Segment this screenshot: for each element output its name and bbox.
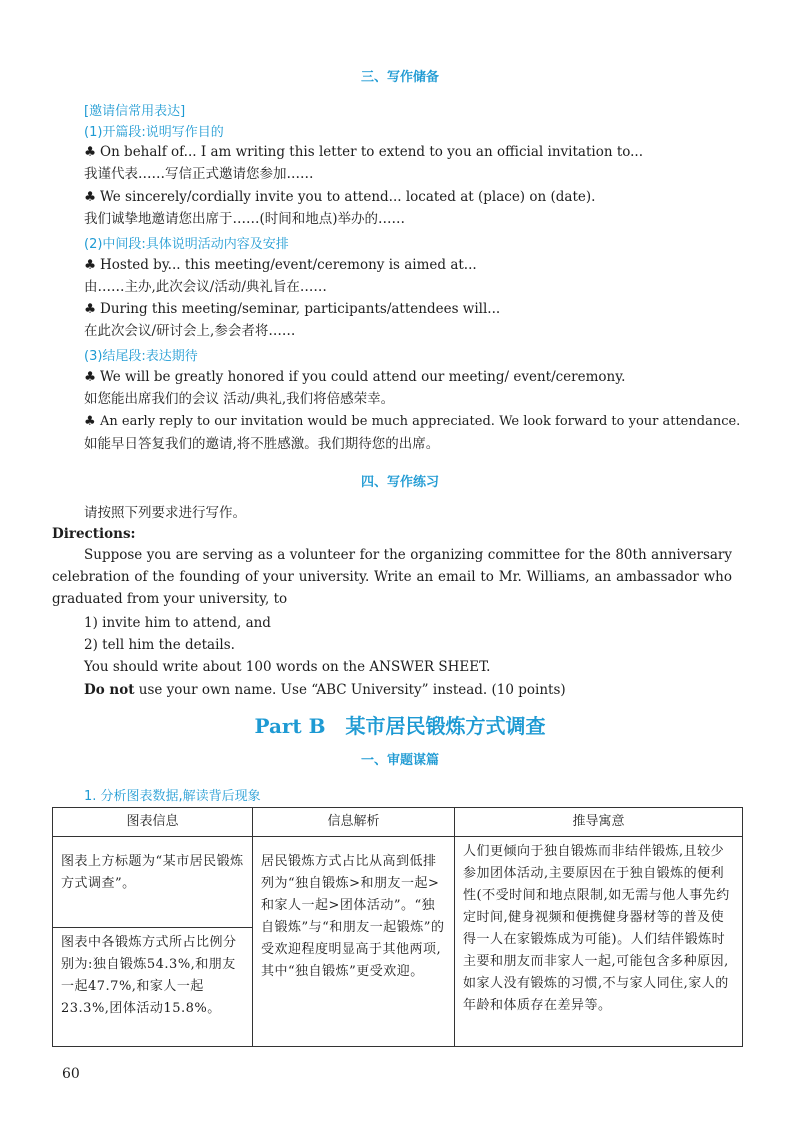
- club-icon: ♣: [84, 257, 97, 273]
- expression-line: [84, 300, 500, 318]
- expression-cn: 如您能出席我们的会议 活动/典礼,我们将倍感荣幸。: [84, 391, 395, 407]
- instruction-text: 请按照下列要求进行写作。: [84, 505, 246, 521]
- club-icon: ♣: [84, 414, 96, 429]
- expression-line: [84, 188, 595, 206]
- table-header: 推导寓意: [455, 808, 743, 837]
- table-header: 图表信息: [53, 808, 253, 837]
- expression-line: [84, 368, 625, 386]
- page-number: 60: [62, 1066, 80, 1082]
- part-b-title: Part B 某市居民锻炼方式调查: [254, 714, 546, 738]
- section-title-writing-practice: 四、写作练习: [360, 475, 439, 490]
- expression-en: On behalf of... I am writing this letter to extend to you an official invitation to...: [100, 144, 644, 160]
- implication-text: 人们更倾向于独自锻炼而非结伴锻炼,且较少参加团体活动,主要原因在于独自锻炼的便利性(不受时间和地点限制,如无需与他人事先约定时间,健身视频和便携健身器材等的普及使得一人在家锻炼成为可能)。人们结伴锻炼时主要和朋友而非家人一起,可能包含多种原因,如家人没有锻炼的习惯,不与家人同住,家人的年龄和体质存在差异等。: [463, 844, 730, 1013]
- name-note: [84, 681, 566, 699]
- expression-cn: 我们诚挚地邀请您出席于……(时间和地点)举办的……: [84, 211, 406, 227]
- table-cell: [253, 837, 455, 1047]
- club-icon: ♣: [84, 369, 97, 385]
- paragraph-1-title: (1)开篇段:说明写作目的: [84, 125, 224, 140]
- paragraph-2-title: (2)中间段:具体说明活动内容及安排: [84, 237, 289, 252]
- directions-paragraph: Suppose you are serving as a volunteer for the organizing committee for the 80th anniversary celebration of the founding of your university. Write an email to Mr. Williams, an ambassador who graduated from your university, to: [52, 547, 732, 607]
- section-title-writing-prep: 三、写作储备: [360, 70, 439, 85]
- expression-en: During this meeting/seminar, participants/attendees will...: [100, 301, 501, 317]
- expression-en: Hosted by... this meeting/event/ceremony is aimed at...: [100, 257, 477, 273]
- expression-cn: 在此次会议/研讨会上,参会者将……: [84, 323, 296, 339]
- info-analysis: 居民锻炼方式占比从高到低排列为“独自锻炼>和朋友一起>和家人一起>团体活动”。“独自锻炼”与“和朋友一起锻炼”的受欢迎程度明显高于其他两项,其中“独自锻炼”更受欢迎。: [261, 854, 445, 979]
- task-item-1: 1) invite him to attend, and: [84, 615, 271, 631]
- table-header: 信息解析: [253, 808, 455, 837]
- table-header-row: [53, 808, 743, 837]
- expression-cn: 如能早日答复我们的邀请,将不胜感激。我们期待您的出席。: [84, 436, 440, 452]
- expression-line: [84, 256, 477, 274]
- analysis-table: [52, 807, 743, 1047]
- expression-en: An early reply to our invitation would be much appreciated. We look forward to your attendance.: [100, 414, 741, 429]
- table-cell: [455, 837, 743, 1047]
- subsection-label: [邀请信常用表达]: [84, 104, 186, 119]
- table-cell: [53, 837, 253, 928]
- chart-info-title: 图表上方标题为“某市居民锻炼方式调查”。: [61, 854, 244, 891]
- table-cell: [53, 928, 253, 1047]
- task-item-2: 2) tell him the details.: [84, 637, 235, 653]
- expression-line: [84, 413, 740, 431]
- club-icon: ♣: [84, 189, 97, 205]
- expression-en: We will be greatly honored if you could attend our meeting/ event/ceremony.: [100, 369, 626, 385]
- club-icon: ♣: [84, 301, 97, 317]
- step-1-title: 1. 分析图表数据,解读背后现象: [84, 789, 261, 804]
- expression-cn: 我谨代表……写信正式邀请您参加……: [84, 166, 314, 182]
- word-count-note: You should write about 100 words on the ANSWER SHEET.: [84, 659, 491, 675]
- name-note-rest: use your own name. Use “ABC University” instead. (10 points): [134, 682, 566, 698]
- chart-info-percentages: 图表中各锻炼方式所占比例分别为:独自锻炼54.3%,和朋友一起47.7%,和家人一起23.3%,团体活动15.8%。: [61, 935, 237, 1016]
- paragraph-3-title: (3)结尾段:表达期待: [84, 349, 198, 364]
- part-b-subtitle: 一、审题谋篇: [360, 753, 439, 768]
- directions-label: Directions:: [52, 526, 136, 542]
- expression-en: We sincerely/cordially invite you to attend... located at (place) on (date).: [100, 189, 596, 205]
- table-row: [53, 837, 743, 928]
- club-icon: ♣: [84, 144, 97, 160]
- expression-cn: 由……主办,此次会议/活动/典礼旨在……: [84, 279, 327, 295]
- expression-line: [84, 143, 643, 161]
- do-not-bold: Do not: [84, 682, 135, 698]
